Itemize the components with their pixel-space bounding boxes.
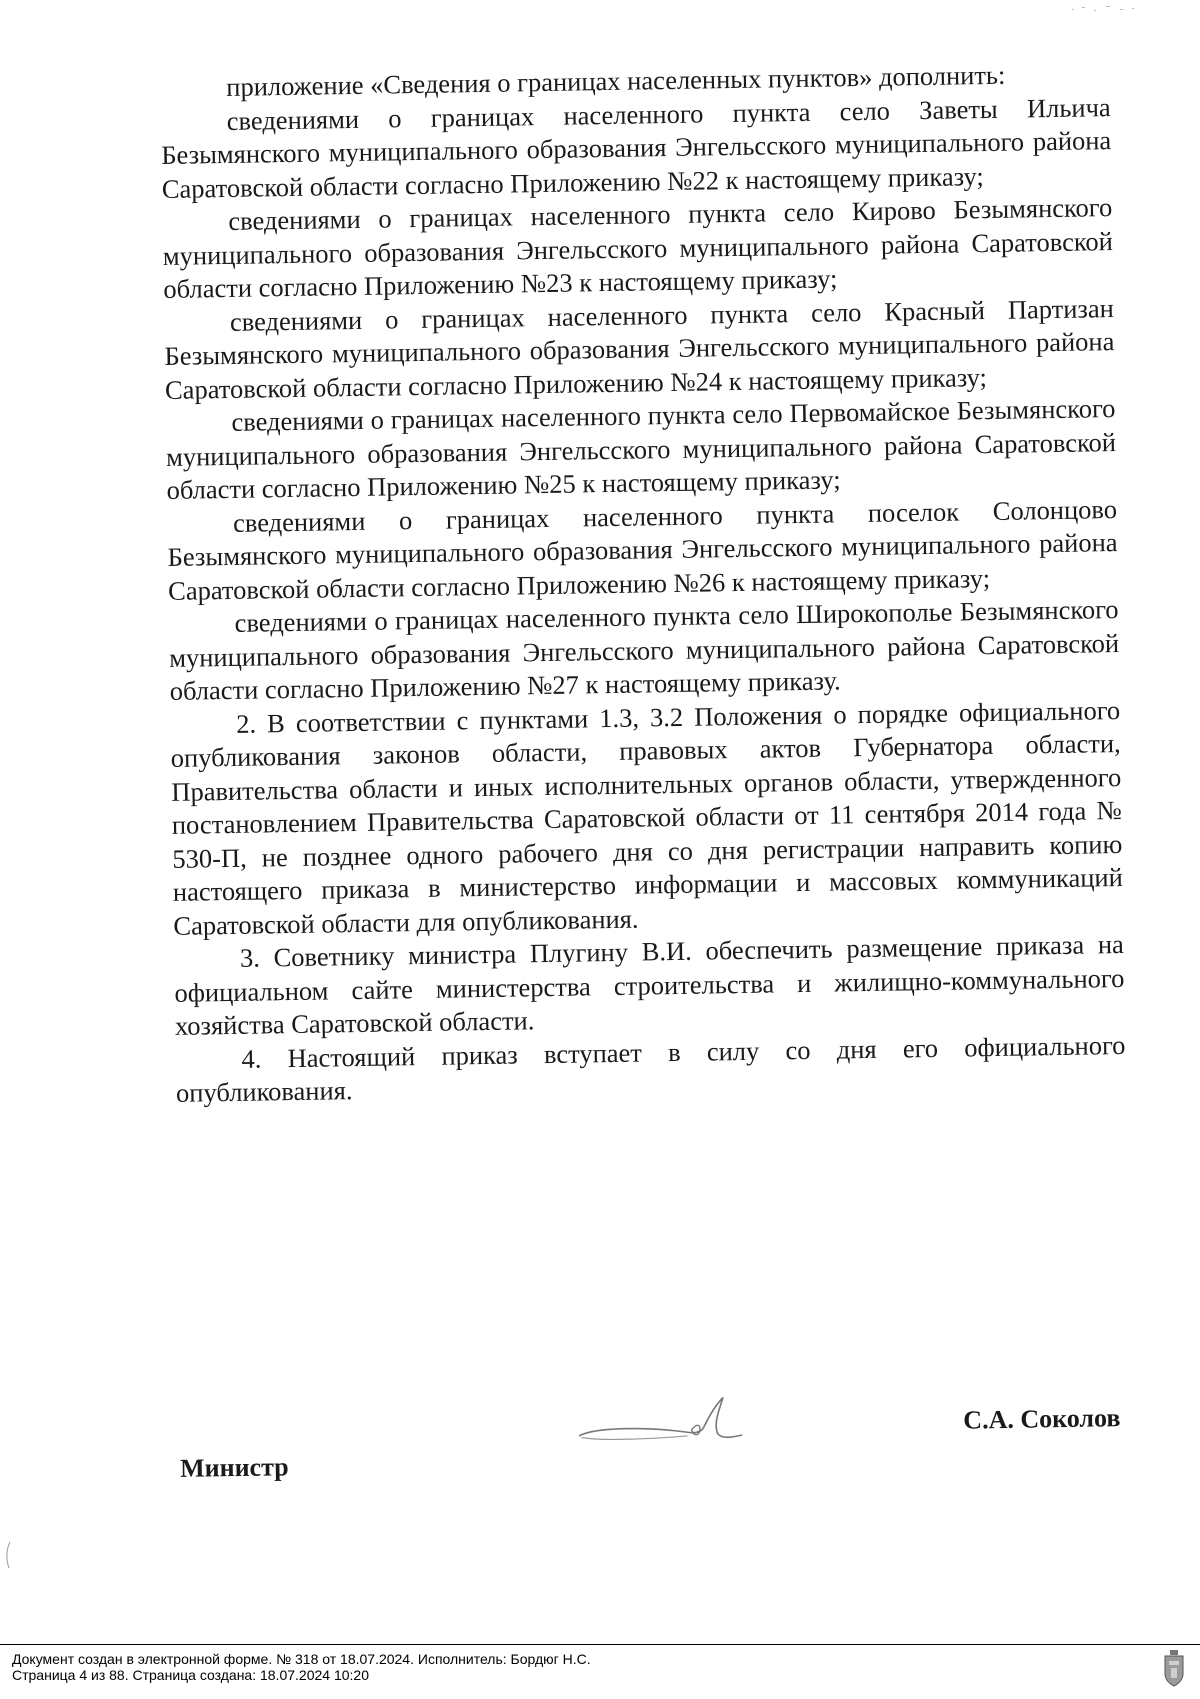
paragraph-appendix-23: сведениями о границах населенного пункта село Кирово Безымянского муниципального образования Энгельсского муниципального района Саратовской области согласно Приложению №23 к настоящему приказу;	[162, 192, 1114, 304]
paragraph-appendix-24: сведениями о границах населенного пункта село Красный Партизан Безымянского муниципального образования Энгельсского муниципального района Саратовской области согласно Приложению №24 к настоящему приказу;	[164, 292, 1115, 405]
scan-edge-mark	[4, 1540, 12, 1570]
paragraph-item-4: 4. Настоящий приказ вступает в силу со дня его официального опубликования.	[175, 1029, 1126, 1108]
paragraph-appendix-25: сведениями о границах населенного пункта село Первомайское Безымянского муниципального образования Энгельсского муниципального района Саратовской области согласно Приложению №25 к настоящему приказу;	[165, 393, 1117, 505]
document-body	[160, 57, 1126, 1110]
paragraph-item-3: 3. Советнику министра Плугину В.И. обеспечить размещение приказа на официальном сайте министерства строительства и жилищно-коммунального хозяйства Саратовской области.	[174, 928, 1125, 1041]
scan-noise	[1070, 4, 1140, 16]
signatory-name: С.А. Соколов	[963, 1403, 1121, 1435]
paragraph-appendix-22: сведениями о границах населенного пункта село Заветы Ильича Безымянского муниципального образования Энгельсского муниципального района Саратовской области согласно Приложению №22 к настоящему приказу;	[161, 91, 1112, 204]
signatory-title: Министр	[179, 1452, 289, 1483]
document-footer	[0, 1644, 1200, 1699]
paragraph-appendix-27: сведениями о границах населенного пункта село Широкополье Безымянского муниципального образования Энгельсского муниципального района Саратовской области согласно Приложению №27 к настоящему приказу.	[168, 594, 1120, 706]
coat-of-arms-icon	[1162, 1648, 1186, 1688]
footer-document-info: Документ создан в электронной форме. № 318 от 18.07.2024. Исполнитель: Бордюг Н.С.	[12, 1651, 591, 1667]
paragraph-intro: приложение «Сведения о границах населенных пунктов» дополнить:	[226, 59, 1006, 102]
footer-page-info: Страница 4 из 88. Страница создана: 18.07.2024 10:20	[12, 1667, 369, 1683]
handwritten-signature	[575, 1391, 746, 1454]
paragraph-appendix-26: сведениями о границах населенного пункта поселок Солонцово Безымянского муниципального образования Энгельсского муниципального района Саратовской области согласно Приложению №26 к настоящему приказу;	[167, 493, 1118, 606]
paragraph-item-2: 2. В соответствии с пунктами 1.3, 3.2 Положения о порядке официального опубликования законов области, правовых актов Губернатора области, Правительства области и иных исполнительных органов области, утвержденного постановлением Правительства Саратовской области от 11 сентября 2014 года № 530-П, не позднее одного рабочего дня со дня регистрации направить копию настоящего приказа в министерство информации и массовых коммуникаций Саратовской области для опубликования.	[170, 694, 1123, 941]
signature-block	[175, 1385, 1121, 1483]
